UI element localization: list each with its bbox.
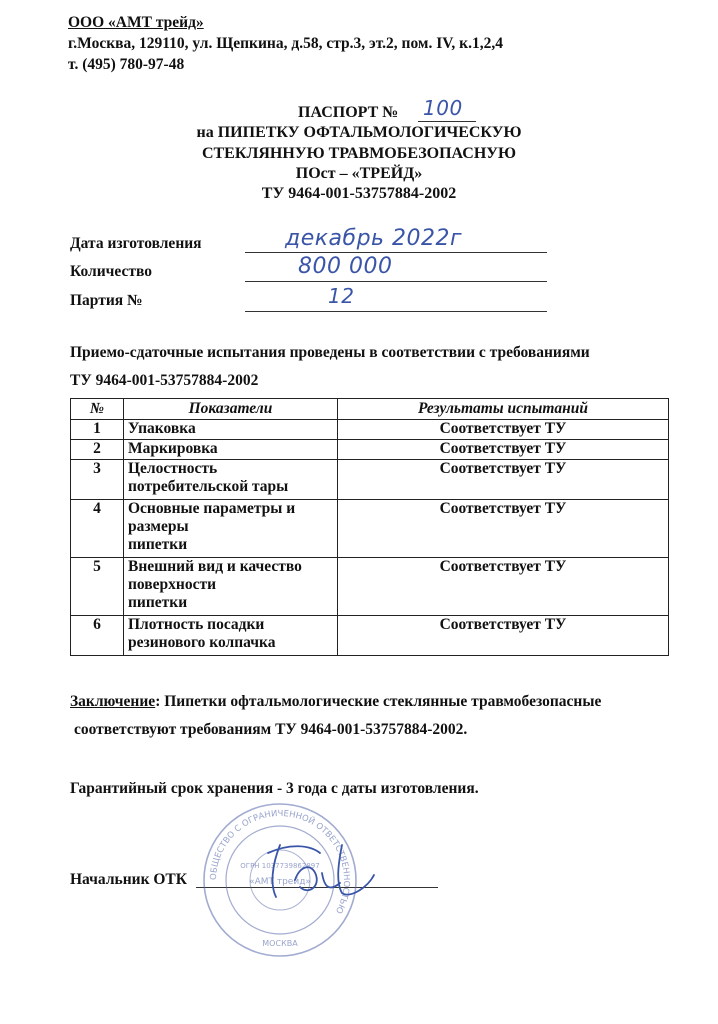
- intro-line-1: Приемо-сдаточные испытания проведены в соответствии с требованиями: [70, 344, 590, 361]
- stamp-city: МОСКВА: [262, 939, 298, 948]
- passport-number: 100: [423, 96, 463, 120]
- conclusion-line-1: [70, 693, 601, 711]
- table-header-row: [71, 399, 669, 420]
- batch-line: [245, 311, 547, 312]
- company-phone: т. (495) 780-97-48: [68, 56, 185, 73]
- conclusion-line-2: соответствуют требованиям ТУ 9464-001-53757884-2002.: [74, 721, 468, 738]
- handwritten-signature: [250, 835, 380, 905]
- title-line-1: на ПИПЕТКУ ОФТАЛЬМОЛОГИЧЕСКУЮ: [196, 124, 522, 141]
- row-indicator: Плотность посадки резинового колпачка: [124, 616, 338, 656]
- row-result: Соответствует ТУ: [338, 440, 669, 460]
- header-result: Результаты испытаний: [338, 399, 669, 420]
- row-indicator: Внешний вид и качество поверхности пипетки: [124, 558, 338, 616]
- batch-value: 12: [328, 284, 355, 308]
- stamp-ogrn: ОГРН 1037739862897: [240, 862, 320, 870]
- date-label: Дата изготовления: [70, 235, 202, 252]
- qty-line: [245, 281, 547, 282]
- table-row: [71, 500, 669, 558]
- conclusion-text-1: : Пипетки офтальмологические стеклянные травмобезопасные: [155, 693, 602, 710]
- row-num: 5: [71, 558, 124, 616]
- header-num: №: [71, 399, 124, 420]
- intro-line-2: ТУ 9464-001-53757884-2002: [70, 372, 259, 389]
- row-result: Соответствует ТУ: [338, 420, 669, 440]
- date-line: [245, 252, 547, 253]
- date-value: декабрь 2022г: [285, 226, 463, 251]
- batch-label: Партия №: [70, 292, 143, 309]
- header-indicator: Показатели: [124, 399, 338, 420]
- table-row: [71, 420, 669, 440]
- table-row: [71, 616, 669, 656]
- row-result: Соответствует ТУ: [338, 616, 669, 656]
- company-address: г.Москва, 129110, ул. Щепкина, д.58, стр.3, эт.2, пом. IV, к.1,2,4: [68, 35, 503, 52]
- row-result: Соответствует ТУ: [338, 460, 669, 500]
- passport-label: ПАСПОРТ №: [298, 104, 399, 121]
- passport-number-underline: [418, 121, 476, 122]
- title-line-3: ПОст – «ТРЕЙД»: [295, 165, 423, 182]
- title-line-2: СТЕКЛЯННУЮ ТРАВМОБЕЗОПАСНУЮ: [201, 145, 517, 162]
- signature-label: Начальник ОТК: [70, 871, 188, 888]
- row-indicator: Целостность потребительской тары: [124, 460, 338, 500]
- row-result: Соответствует ТУ: [338, 558, 669, 616]
- row-result: Соответствует ТУ: [338, 500, 669, 558]
- row-num: 1: [71, 420, 124, 440]
- title-line-4: ТУ 9464-001-53757884-2002: [261, 185, 457, 202]
- row-indicator: Основные параметры и размеры пипетки: [124, 500, 338, 558]
- row-indicator: Упаковка: [124, 420, 338, 440]
- table-row: [71, 558, 669, 616]
- row-num: 4: [71, 500, 124, 558]
- row-num: 3: [71, 460, 124, 500]
- table-row: [71, 460, 669, 500]
- table-row: [71, 440, 669, 460]
- row-num: 6: [71, 616, 124, 656]
- warranty-text: Гарантийный срок хранения - 3 года с даты изготовления.: [70, 780, 479, 797]
- stamp-center-text: «АМТ трейд»: [249, 877, 311, 887]
- stamp-outer-text: ОБЩЕСТВО С ОГРАНИЧЕННОЙ ОТВЕТСТВЕННОСТЬЮ: [208, 808, 352, 915]
- row-num: 2: [71, 440, 124, 460]
- qty-value: 800 000: [298, 254, 393, 279]
- tests-table: [70, 398, 669, 656]
- row-indicator: Маркировка: [124, 440, 338, 460]
- company-name: ООО «АМТ трейд»: [68, 14, 204, 31]
- qty-label: Количество: [70, 263, 152, 280]
- conclusion-label: Заключение: [70, 693, 156, 710]
